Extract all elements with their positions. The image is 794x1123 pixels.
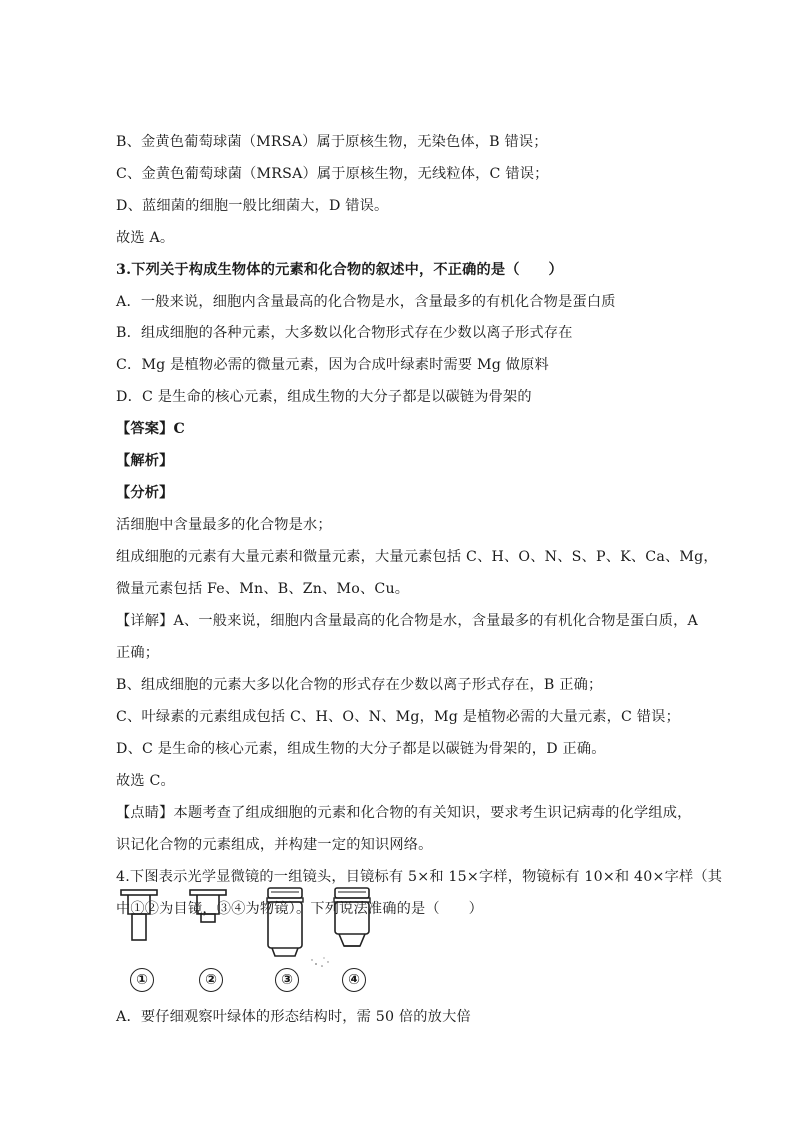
analysis-heading: 【解析】: [116, 453, 174, 469]
text-line: 正确；: [116, 645, 160, 661]
comment-line: 【点睛】本题考查了组成细胞的元素和化合物的有关知识，要求考生识记病毒的化学组成，: [116, 805, 692, 821]
lens-label-4: ④: [342, 968, 366, 992]
text-line: B、组成细胞的元素大多以化合物的形式存在少数以离子形式存在，B 正确；: [116, 677, 603, 693]
lens-label-2: ②: [199, 968, 223, 992]
objective-3-icon: [267, 888, 303, 956]
lens-drawings: [116, 886, 416, 966]
option-d: D．C 是生命的核心元素，组成生物的大分子都是以碳链为骨架的: [116, 389, 532, 405]
eyepiece-1-icon: [121, 890, 157, 940]
text-line: 故选 C。: [116, 773, 175, 789]
text-line: 组成细胞的元素有大量元素和微量元素，大量元素包括 C、H、O、N、S、P、K、Ca、Mg，: [116, 549, 718, 565]
option-b: B．组成细胞的各种元素，大多数以化合物形式存在少数以离子形式存在: [116, 325, 573, 341]
text-line: 故选 A。: [116, 230, 175, 246]
objective-4-icon: [334, 888, 370, 946]
text-line: C、金黄色葡萄球菌（MRSA）属于原核生物，无线粒体，C 错误；: [116, 166, 549, 182]
text-line: D、蓝细菌的细胞一般比细菌大，D 错误。: [116, 198, 389, 214]
option-c: C．Mg 是植物必需的微量元素，因为合成叶绿素时需要 Mg 做原料: [116, 357, 549, 373]
text-line: B、金黄色葡萄球菌（MRSA）属于原核生物，无染色体，B 错误；: [116, 134, 548, 150]
question-4-stem: 4.下图表示光学显微镜的一组镜头，目镜标有 5×和 15×字样，物镜标有 10×和 40×字样（其: [116, 869, 723, 885]
detail-line: 【详解】A、一般来说，细胞内含量最高的化合物是水，含量最多的有机化合物是蛋白质，A: [116, 613, 699, 629]
option-a: A．一般来说，细胞内含量最高的化合物是水，含量最多的有机化合物是蛋白质: [116, 294, 616, 310]
text-line: 活细胞中含量最多的化合物是水；: [116, 517, 332, 533]
text-line: D、C 是生命的核心元素，组成生物的大分子都是以碳链为骨架的，D 正确。: [116, 741, 606, 757]
lens-label-3: ③: [275, 968, 299, 992]
answer-heading: 【答案】C: [116, 421, 186, 437]
lens-label-1: ①: [130, 968, 154, 992]
subanalysis-heading: 【分析】: [116, 485, 174, 501]
text-line: 中①②为目镜，③④为物镜）。下列说法准确的是（ ）: [116, 901, 483, 917]
option-a-q4: A．要仔细观察叶绿体的形态结构时，需 50 倍的放大倍: [116, 1009, 471, 1025]
text-line: C、叶绿素的元素组成包括 C、H、O、N、Mg，Mg 是植物必需的大量元素，C 错误；: [116, 709, 680, 725]
text-line: 识记化合物的元素组成，并构建一定的知识网络。: [116, 837, 433, 853]
question-3-stem: 3.下列关于构成生物体的元素和化合物的叙述中，不正确的是（ ）: [116, 262, 563, 278]
eyepiece-2-icon: [190, 890, 226, 922]
text-line: 微量元素包括 Fe、Mn、B、Zn、Mo、Cu。: [116, 581, 410, 597]
